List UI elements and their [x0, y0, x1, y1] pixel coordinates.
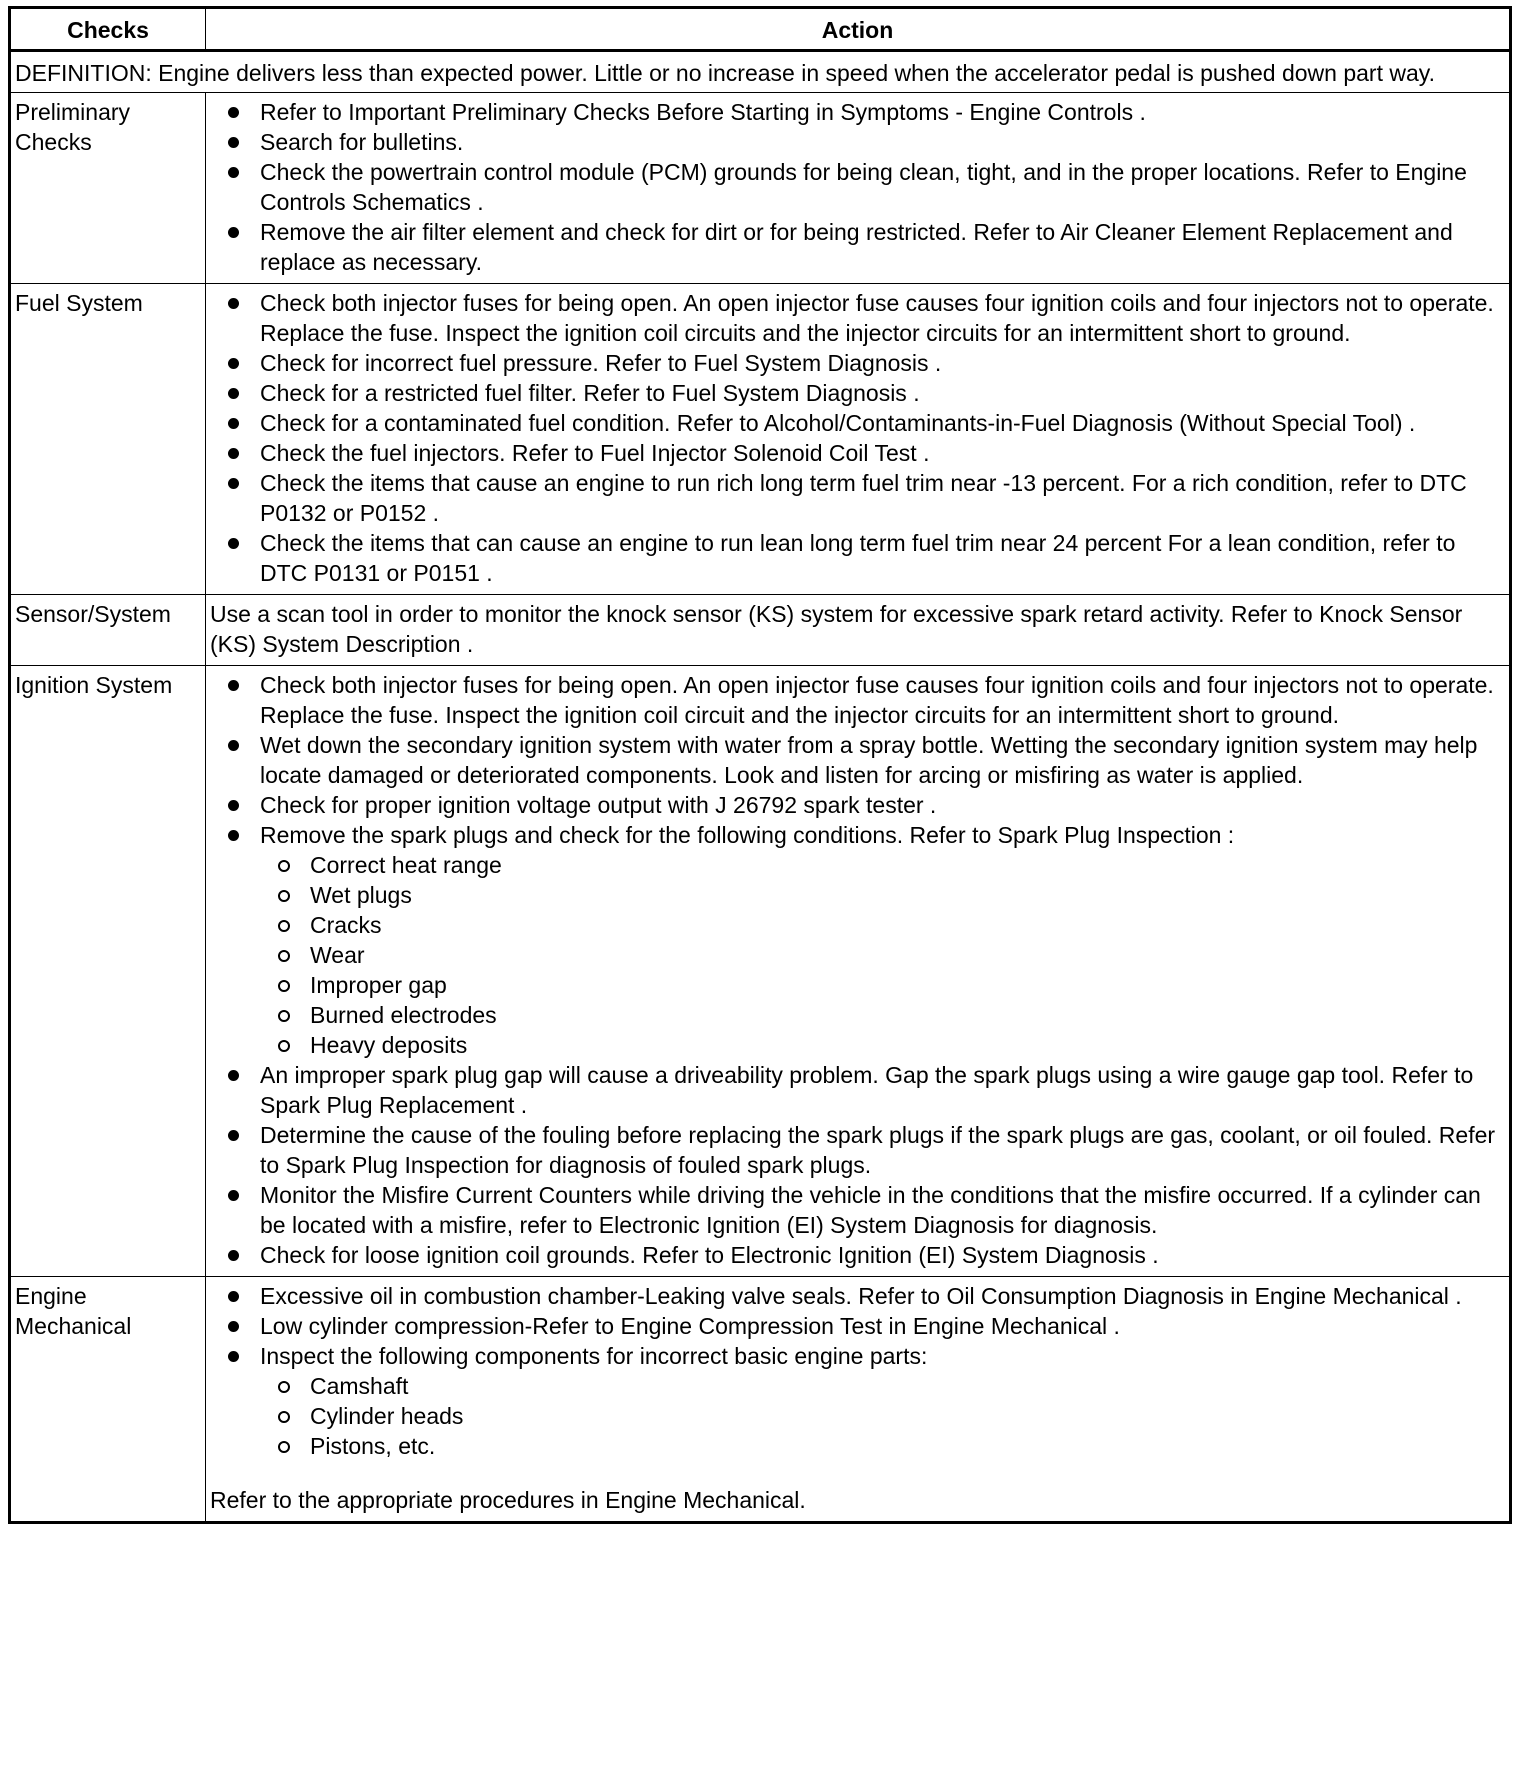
sub-list-item: Heavy deposits: [260, 1030, 1497, 1060]
bullet-list: [210, 97, 1497, 277]
list-item: Remove the air filter element and check for dirt or for being restricted. Refer to Air Cleaner Element Replacement and replace as necessary.: [210, 217, 1497, 277]
bullet-list: [210, 288, 1497, 588]
list-item: Check the fuel injectors. Refer to Fuel Injector Solenoid Coil Test .: [210, 438, 1497, 468]
list-item: An improper spark plug gap will cause a driveability problem. Gap the spark plugs using a wire gauge gap tool. Refer to Spark Plug Replacement .: [210, 1060, 1497, 1120]
list-item: Low cylinder compression-Refer to Engine Compression Test in Engine Mechanical .: [210, 1311, 1497, 1341]
sub-list-item: Camshaft: [260, 1371, 1497, 1401]
check-label-preliminary: Preliminary Checks: [10, 93, 206, 284]
bullet-list: [210, 670, 1497, 850]
sub-list-item: Cracks: [260, 910, 1497, 940]
list-item: Check for proper ignition voltage output with J 26792 spark tester .: [210, 790, 1497, 820]
sub-list-item: Burned electrodes: [260, 1000, 1497, 1030]
list-item: Excessive oil in combustion chamber-Leaking valve seals. Refer to Oil Consumption Diagnosis in Engine Mechanical .: [210, 1281, 1497, 1311]
table-row-sensor: [10, 595, 1511, 666]
list-item: Check for a contaminated fuel condition. Refer to Alcohol/Contaminants-in-Fuel Diagnosis (Without Special Tool) .: [210, 408, 1497, 438]
table-row-ignition: [10, 666, 1511, 1277]
table-row-mechanical: [10, 1277, 1511, 1523]
bullet-list: [210, 1060, 1497, 1270]
action-sensor: [206, 595, 1511, 666]
check-label-mechanical: Engine Mechanical: [10, 1277, 206, 1523]
sub-list-item: Cylinder heads: [260, 1401, 1497, 1431]
list-item: Remove the spark plugs and check for the following conditions. Refer to Spark Plug Inspection :: [210, 820, 1497, 850]
list-item: Check for incorrect fuel pressure. Refer to Fuel System Diagnosis .: [210, 348, 1497, 378]
table-header-row: [10, 8, 1511, 51]
bullet-list: [210, 1281, 1497, 1371]
check-label-sensor: Sensor/System: [10, 595, 206, 666]
table-row-fuel: [10, 284, 1511, 595]
list-item: Check the items that can cause an engine to run lean long term fuel trim near 24 percent For a lean condition, refer to DTC P0131 or P0151 .: [210, 528, 1497, 588]
list-item: Search for bulletins.: [210, 127, 1497, 157]
sub-bullet-list: [260, 850, 1497, 1060]
check-label-fuel: Fuel System: [10, 284, 206, 595]
sub-list-item: Pistons, etc.: [260, 1431, 1497, 1461]
action-fuel: [206, 284, 1511, 595]
sensor-text: Use a scan tool in order to monitor the knock sensor (KS) system for excessive spark retard activity. Refer to Knock Sensor (KS) System Description .: [210, 601, 1463, 657]
definition-row: [10, 51, 1511, 93]
list-item: Monitor the Misfire Current Counters while driving the vehicle in the conditions that the misfire occurred. If a cylinder can be located with a misfire, refer to Electronic Ignition (EI) System Diagnosis for diagnosis.: [210, 1180, 1497, 1240]
list-item: Check for loose ignition coil grounds. Refer to Electronic Ignition (EI) System Diagnosis .: [210, 1240, 1497, 1270]
diagnostic-table: [8, 6, 1512, 1524]
list-item: Refer to Important Preliminary Checks Before Starting in Symptoms - Engine Controls .: [210, 97, 1497, 127]
sub-list-item: Correct heat range: [260, 850, 1497, 880]
list-item: Check both injector fuses for being open. An open injector fuse causes four ignition coils and four injectors not to operate. Replace the fuse. Inspect the ignition coil circuits and the injector circuits for an intermittent short to ground.: [210, 288, 1497, 348]
list-item: Wet down the secondary ignition system with water from a spray bottle. Wetting the secondary ignition system may help locate damaged or deteriorated components. Look and listen for arcing or misfiring as water is applied.: [210, 730, 1497, 790]
header-action: Action: [206, 8, 1511, 51]
action-mechanical: [206, 1277, 1511, 1523]
sub-list-item: Wet plugs: [260, 880, 1497, 910]
mechanical-footer-text: Refer to the appropriate procedures in Engine Mechanical.: [210, 1487, 806, 1513]
sub-list-item: Wear: [260, 940, 1497, 970]
action-ignition: [206, 666, 1511, 1277]
header-checks: Checks: [10, 8, 206, 51]
list-item: Check both injector fuses for being open. An open injector fuse causes four ignition coils and four injectors not to operate. Replace the fuse. Inspect the ignition coil circuit and the injector circuits for an intermittent short to ground.: [210, 670, 1497, 730]
sub-bullet-list: [260, 1371, 1497, 1461]
check-label-ignition: Ignition System: [10, 666, 206, 1277]
definition-text: DEFINITION: Engine delivers less than expected power. Little or no increase in speed when the accelerator pedal is pushed down part way.: [10, 51, 1511, 93]
list-item: Determine the cause of the fouling before replacing the spark plugs if the spark plugs are gas, coolant, or oil fouled. Refer to Spark Plug Inspection for diagnosis of fouled spark plugs.: [210, 1120, 1497, 1180]
list-item: Inspect the following components for incorrect basic engine parts:: [210, 1341, 1497, 1371]
list-item: Check the items that cause an engine to run rich long term fuel trim near -13 percent. For a rich condition, refer to DTC P0132 or P0152 .: [210, 468, 1497, 528]
action-preliminary: [206, 93, 1511, 284]
list-item: Check the powertrain control module (PCM) grounds for being clean, tight, and in the proper locations. Refer to Engine Controls Schematics .: [210, 157, 1497, 217]
list-item: Check for a restricted fuel filter. Refer to Fuel System Diagnosis .: [210, 378, 1497, 408]
sub-list-item: Improper gap: [260, 970, 1497, 1000]
table-row-preliminary: [10, 93, 1511, 284]
